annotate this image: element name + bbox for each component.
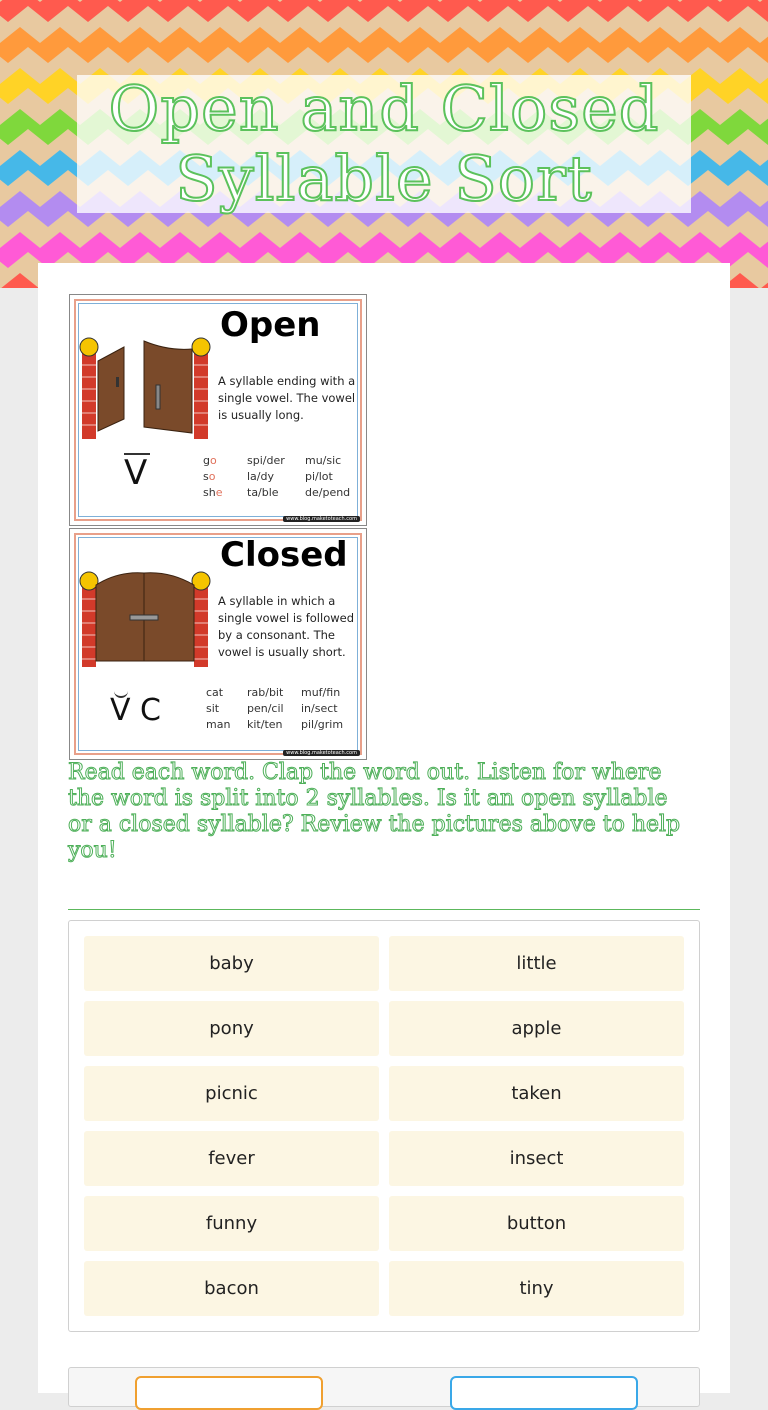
word-chip-fever[interactable]: fever: [84, 1131, 379, 1186]
open-poster-url: www.blog.maketoteach.com: [283, 516, 360, 522]
word-chip-button[interactable]: button: [389, 1196, 684, 1251]
title-box: [77, 72, 691, 215]
word-chip-bacon[interactable]: bacon: [84, 1261, 379, 1316]
instructions-text: Read each word. Clap the word out. Listen for where the word is split into 2 syllables. Is it an open syllable or a closed syllable? Review the pictures above to help you!: [68, 760, 681, 863]
closed-examples-col-2: rab/bit pen/cil kit/ten: [247, 686, 284, 731]
open-heading: Open: [220, 305, 321, 345]
sort-bins: [68, 1367, 700, 1407]
closed-gate-icon: [78, 569, 212, 669]
open-description: A syllable ending with a single vowel. The vowel is usually long.: [218, 374, 356, 422]
open-examples-col-2: spi/der la/dy ta/ble: [247, 454, 285, 499]
closed-symbol: V C: [110, 693, 162, 728]
title-line-1: Open and Closed: [108, 72, 660, 145]
open-syllable-poster: [69, 294, 367, 526]
open-symbol: V: [124, 453, 148, 493]
closed-poster-url: www.blog.maketoteach.com: [283, 750, 360, 756]
word-bank: [68, 920, 700, 1332]
word-chip-apple[interactable]: apple: [389, 1001, 684, 1056]
open-examples-col-3: mu/sic pi/lot de/pend: [305, 454, 351, 499]
closed-examples-col-3: muf/fin in/sect pil/grim: [301, 686, 344, 731]
page-title: [109, 74, 660, 214]
sort-bin-2[interactable]: [450, 1376, 638, 1410]
open-gate-icon: [78, 335, 212, 441]
word-chip-picnic[interactable]: picnic: [84, 1066, 379, 1121]
title-line-2: Syllable Sort: [175, 142, 593, 215]
word-chip-little[interactable]: little: [389, 936, 684, 991]
word-chip-taken[interactable]: taken: [389, 1066, 684, 1121]
open-examples-col-1: go so she: [203, 454, 223, 499]
divider: [68, 909, 700, 910]
word-chip-insect[interactable]: insect: [389, 1131, 684, 1186]
closed-examples-col-1: cat sit man: [206, 686, 231, 731]
closed-heading: Closed: [220, 535, 348, 575]
word-chip-baby[interactable]: baby: [84, 936, 379, 991]
closed-syllable-poster: [69, 528, 367, 760]
word-chip-tiny[interactable]: tiny: [389, 1261, 684, 1316]
closed-description: A syllable in which a single vowel is followed by a consonant. The vowel is usually short.: [218, 594, 355, 659]
word-chip-funny[interactable]: funny: [84, 1196, 379, 1251]
sort-bin-1[interactable]: [135, 1376, 323, 1410]
word-chip-pony[interactable]: pony: [84, 1001, 379, 1056]
